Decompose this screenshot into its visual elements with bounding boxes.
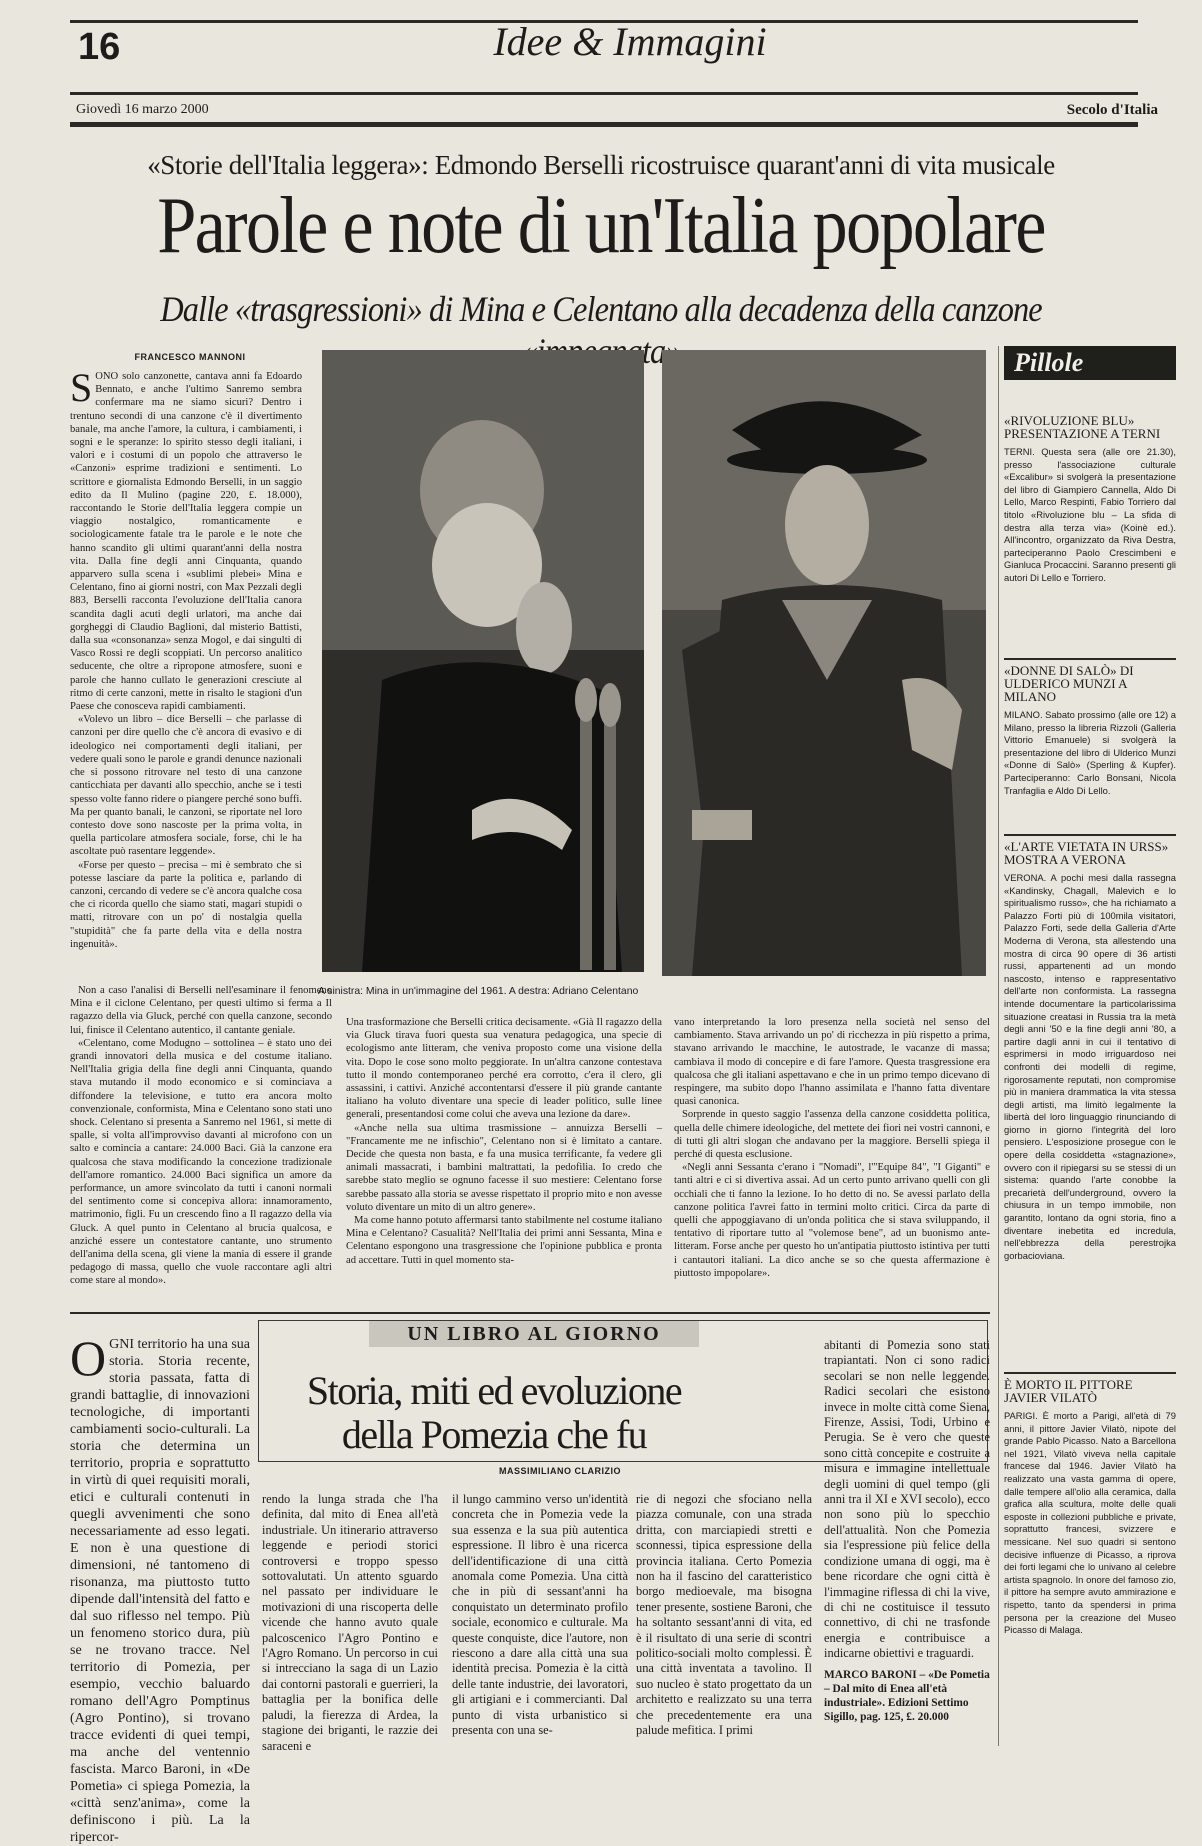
sidebar-item-body: TERNI. Questa sera (alle ore 21.30), presso l'associazione culturale «Excalibur» si svolgerà la presentazione del libro di Giampiero Cannella, Aldo Di Lello, Marco Respinti, Fabio Torriero dal titolo «Rivoluzione blu – La sfida di destra alla terza via» (Koinè ed.). All'incontro, organizzato da Riva Destra, parteciperanno Paolo Crescimbeni e Gianluca Procaccini. Saranno presenti gli autori Di Lello e Torriero. <box>1004 446 1176 583</box>
libro-paragraph: il lungo cammino verso un'identità concreta che in Pomezia vede la sua essenza e la sua più autentica espressione. Il libro è una ricerca dell'identificazione di una città anomala come Pomezia. Una città che in più di sessant'anni ha conquistato un determinato profilo sociale, economico e culturale. Ma queste conquiste, dice l'autore, non riescono a dare alla città una sua identità precisa. Pomezia è la città delle tante industrie, dei lavoratori, gli artigiani e i commercianti. Dal punto di vista urbanistico si presenta con una se- <box>452 1492 628 1738</box>
libro-column-4 <box>636 1492 812 1746</box>
sidebar-separator <box>1004 658 1176 660</box>
article-paragraph: ONO solo canzonette, cantava anni fa Edoardo Bennato, e anche l'ultimo Sanremo sembra confermare ma ne siamo sicuri? Dentro i trentuno secondi di una canzone c'è il divertimento banale, ma anche l'amore, la cultura, i cambiamenti, i sogni e le speranze: lo spirito stesso degli italiani, i valori e i costumi di un popolo che attraverso le «Canzoni» esprime tradizioni e sentimenti. Lo scrittore e giornalista Edmondo Berselli, in un saggio edito da Il Mulino (pagine 220, £. 18.000), raccontando le Storie dell'Italia leggera compie un viaggio nostalgico, romanticamente e sociologicamente fatale tra le parole e le note che hanno scandito gli ultimi quarant'anni della nostra vita. Dalla fine degli anni Cinquanta, quando apparvero sulla scena i «sublimi plebei» Mina e Celentano, fino ai giorni nostri, con Max Pezzali degli 883, Berselli racconta l'evoluzione dell'Italia canora scandita dagli acuti degli urlatori, ma anche dai gorgheggi di Claudio Baglioni, dal misterio Battisti, dalla sua «consonanza» senza Mogol, e dai singulti di Vasco Rossi re degli scoppiati. Un percorso analitico seducente, che oltre a ripropone atmosfere, suoni e parole che hanno cullato le generazioni cresciute al ritmo di certe canzoni, mette in risalto le stagioni d'un Paese che conosceva rapidi cambiamenti. <box>70 371 302 713</box>
libro-title-line2: della Pomezia che fu <box>341 1412 647 1457</box>
libro-column-1 <box>70 1330 250 1845</box>
libro-paragraph: GNI territorio ha una sua storia. Storia recente, storia passata, fatta di grandi battaglie, di innovazioni tecnologiche, di importanti cambiamenti socio-culturali. La storia che determina un territorio, propria e soprattutto in virtù di quei requisiti morali, etici e culturali contenuti in quegli avvenimenti che sono necessariamente ad esso legati. E non è una questione di dimensioni, né tantomeno di risonanza, ma piuttosto tutto dipende dall'intensità del fatto e dal suo riflesso nel tempo. Più un fenomeno storico dura, più se ne trovano tracce. Nel territorio di Pomezia, per esempio, vecchio baluardo romano dell'Agro Pomptinus (Agro Pontino), si trovano tracce evidenti di quei tempi, ma anche del ventennio fascista. Marco Baroni, in «De Pometia» ci spiega Pomezia, la «città senz'anima», come la definiscono i più. La la ripercor- <box>70 1337 250 1845</box>
article-paragraph: «Anche nella sua ultima trasmissione – annuizza Berselli – "Francamente me ne infischio", Celentano non si è limitato a cantare. Decide che questa non basta, e fa una musica terrificante, fa vedere gli animali massacrati, i bambini maltrattati, la pedofilia. Io credo che sarebbe stato meglio se ognuno facesse il suo mestiere: Celentano forse sarebbe passato alla storia se avesse rispettato il proprio mito e non avesse voluto diventare un mito di un altro genere». <box>346 1122 662 1213</box>
libro-byline: MASSIMILIANO CLARIZIO <box>499 1466 621 1476</box>
sidebar-item-title: «L'ARTE VIETATA IN URSS» MOSTRA A VERONA <box>1004 839 1169 867</box>
photo-celentano <box>662 350 986 976</box>
article-deck: Dalle «trasgressioni» di Mina e Celentano alla decadenza della canzone <box>160 289 1042 329</box>
sidebar-divider <box>998 346 999 1746</box>
libro-band: UN LIBRO AL GIORNO <box>369 1321 699 1347</box>
article-paragraph: Una trasformazione che Berselli critica decisamente. «Già Il ragazzo della via Gluck tirava fuori questa sua venatura pedagogica, una specie di ecologismo ante litteram, che veniva proposto come una visione della vita. Dopo le cose sono molto peggiorate. In un'altra canzone contestava tutto il mondo contemporaneo perché era corrotto, c'era il clero, gli assassini, i cattivi. Anziché accontentarsi d'essere il più grande cantante italiano ha voluto diventare una specie di leader politico, sulle linee generali, presentandosi come colui che aveva una lezione da dare». <box>346 1017 662 1121</box>
libro-column-3 <box>452 1492 628 1746</box>
sidebar-item <box>1004 1378 1176 1748</box>
article-column-1b <box>70 984 332 1287</box>
sidebar-item-body: VERONA. A pochi mesi dalla rassegna «Kandinsky, Chagall, Malevich e lo spiritualismo russo», che ha richiamato a Palazzo Forti più di 100mila visitatori, Palazzo Forti, sede della Galleria d'Arte Moderna di Verona, sta allestendo una mostra di circa 90 opere di 36 artisti russi, appartenenti ad un mondo nascosto, intenso e rappresentativo dell'arte non conformista. La rassegna intende documentare la particolarissima situazione creatasi in Russia tra la metà degli anni '50 e la fine degli anni '80, a partire dagli anni in cui il tentativo di esprimersi in modo irriguardoso nei confronti dei modelli di regime, rigorosamente reputati, non compromise più in maniera drammatica la vita stessa degli artisti, ma limitò legalmente la libertà del loro linguaggio rinunciando di giorno in giorno l'integrità del loro pensiero. L'esposizione prosegue con le opere della cosiddetta «stagnazione», ovvero con il ripiegarsi su se stessi di un sistema: quando l'arte conobbe la precarietà dell'underground, ovvero la chiusura in un tempo immobile, non garantito, lontano da ogni storia, fino a diventare inebetita ed incredula, nell'ebbrezza della perestrojka gorbacioviana. <box>1004 872 1176 1261</box>
libro-paragraph: rendo la lunga strada che l'ha definita, dal mito di Enea all'età industriale. Un itinerario attraverso leggende e periodi storici controversi e troppo spesso sottovalutati. Un attento sguardo nel passato per individuare le motivazioni di una riscoperta delle vicende che hanno avuto quale palcoscenico l'Agro Pontino e l'Agro Romano. Un percorso in cui si intrecciano la saga di un Lazio dai contorni pastorali e guerrieri, la battaglia per la bonifica delle paludi, la fierezza di Ardea, la stagione dei briganti, le razzie dei saraceni e <box>262 1492 438 1753</box>
sidebar-item <box>1004 664 1176 797</box>
libro-dropcap: O <box>70 1330 107 1386</box>
article-kicker: «Storie dell'Italia leggera»: Edmondo Berselli ricostruisce quarant'anni di vita musicale <box>147 150 1055 180</box>
sidebar-item <box>1004 840 1176 1360</box>
header-rule <box>70 92 1138 95</box>
page-number: 16 <box>78 26 121 68</box>
sidebar-item-body: PARIGI. È morto a Parigi, all'età di 79 anni, il pittore Javier Vilatò, nipote del grande Pablo Picasso. Nato a Barcellona nel 1921, Vilatò viveva nella capitale francese dal 1946. Javier Vilatò ha realizzato una vasta gamma di opere, dalle tempere all'olio alla ceramica, dalla grafica alla scultura, molte delle quali esposte in collezioni pubbliche e private, soprattutto francesi, svizzere e messicane. Nel suo quadri si sentono decisive influenze di Picasso, a riprova dei forti legami che lo univano al celebre artista spagnolo. In onore del famoso zio, il pittore ha sempre avuto ammirazione e rispetto, tanto da spendersi in prima persona per la creazione del Museo Picasso di Malaga. <box>1004 1410 1176 1636</box>
sidebar-item-title: «RIVOLUZIONE BLU» PRESENTAZIONE A TERNI <box>1004 413 1161 441</box>
article-paragraph: «Celentano, come Modugno – sottolinea – è stato uno dei grandi innovatori della musica e del costume italiano. Nell'Italia grigia della fine degli anni Cinquanta, quando stava mutando il modo economico e si cominciava a diffondere la televisione, e tutto era ancora molto convenzionale, conformista, Mina e Celentano sono stati uno shock. Celentano si presenta a Sanremo nel 1961, si mette di spalle, si volta all'improvviso davanti al microfono con un salto e comincia a cantare: 24.000 Baci. Già la canzone era qualcosa che stava modificando la concezione tradizionale dell'amore romantico. 24.000 Baci significa un amore da performance, un amore svincolato da tutti i canoni normali del sentimento come si concepiva allora: innamoramento, matrimonio, figli. Fu un crescendo fino a Il ragazzo della via Gluck. A quel punto in Celentano al brucia qualcosa, e anziché essere un contestatore cantante, uno strumento dell'anima della scena, gli viene la mania di essere il grande pedagogo di massa, quello che vuole raccontare agli altri come stare al mondo». <box>70 1037 332 1287</box>
sidebar-title: Pillole <box>1004 346 1176 380</box>
sidebar-separator <box>1004 834 1176 836</box>
article-paragraph: Ma come hanno potuto affermarsi tanto stabilmente nel costume italiano Mina e Celentano? Casualità? Nell'Italia dei primi anni Sessanta, Mina e Celentano espongono una trasgressione che l'opinione pubblica e pronta ad accettare. Tutti in quel momento sta- <box>346 1215 662 1266</box>
article-paragraph: «Negli anni Sessanta c'erano i "Nomadi", l'"Equipe 84", "I Giganti" e tanti altri e ci si divertiva assai. Ad un certo punto arrivano quelli con gli occhiali che ti fanno la lezione. Io ho detto di no. Se avessi parlato della canzone politica l'avrei fatto in termini molto critici. Circa da parte di quelli che appoggiavano di un'onda politica che si stava sviluppando, il tentativo di riportare tutto al "volemose bene", ad un buonismo ante-litteram. Forse anche per questo ho un'antipatia piuttosto istintiva per tutti i cantautori italiani. La dico anche se so che questa affermazione è piuttosto impopolare». <box>674 1162 990 1279</box>
photo-celentano-image <box>662 350 986 976</box>
sidebar-item-title: È MORTO IL PITTORE JAVIER VILATÒ <box>1004 1377 1133 1405</box>
libro-column-2 <box>262 1492 438 1753</box>
article-column-3 <box>674 1016 990 1302</box>
photo-mina-image <box>322 350 644 972</box>
article-headline: Parole e note di un'Italia popolare <box>157 182 1045 270</box>
header-bottom-rule <box>70 122 1138 127</box>
article-paragraph: «Forse per questo – precisa – mi è sembrato che si potesse lasciare da parte la politica e, parlando di canzoni, cercando di vedere se c'è ancora qualche cosa che ci ricorda quello che siamo stati, magari stupidi o matti, ritrovare con un po' di nostalgia quella "stupidità" che fa parte della vita e della nostra ingenuità». <box>70 859 302 950</box>
section-title: Idee & Immagini <box>493 19 767 64</box>
article-column-2 <box>346 1016 662 1302</box>
sidebar-item <box>1004 414 1176 585</box>
section-rule <box>70 1312 990 1314</box>
article-paragraph: Non a caso l'analisi di Berselli nell'esaminare il fenomeno Mina e il ciclone Celentano, per questi ultimo si ferma a Il ragazzo della via Gluck, perché con quella canzone, secondo lui, finisce il Celentano autentico, il cantante geniale. <box>70 985 332 1036</box>
article-paragraph: Sorprende in questo saggio l'assenza della canzone cosiddetta politica, quella delle chimere ideologiche, del mettete dei fiori nei vostri cannoni, e di tutti gli altri slogan che andavano per la maggiore. Berselli spiega il perché di questa esclusione. <box>674 1109 990 1161</box>
article-dropcap: S <box>70 365 93 410</box>
sidebar-item-title: «DONNE DI SALÒ» DI ULDERICO MUNZI A MILANO <box>1004 663 1134 704</box>
photo-caption: A sinistra: Mina in un'immagine del 1961. A destra: Adriano Celentano <box>318 986 639 997</box>
libro-paragraph: rie di negozi che sfociano nella piazza comunale, con una strada dritta, con marciapiedi stretti e sconnessi, tipica espressione della provincia italiana. Certo Pomezia non ha il fascino del caratteristico borgo medioevale, ma bisogna tener presente, sostiene Baroni, che ha soltanto sessant'anni di vita, ed è il risultato di una serie di scontri politico-sociali molto complessi. È una città inventata a tavolino. Il suo nucleo è stato progettato da un architetto e realizzato su una terra che precedentemente era una palude mefitica. I primi <box>636 1492 812 1738</box>
libro-column-5 <box>824 1338 990 1661</box>
sidebar-separator <box>1004 1372 1176 1374</box>
libro-title-line1: Storia, miti ed evoluzione <box>306 1368 682 1413</box>
article-column-1 <box>70 365 302 982</box>
photo-mina <box>322 350 644 972</box>
dateline: Giovedì 16 marzo 2000 <box>76 102 209 117</box>
libro-book-reference: MARCO BARONI – «De Pometia – Dal mito di Enea all'età industriale». Edizioni Settimo Sigillo, pag. 125, £. 20.000 <box>824 1669 990 1723</box>
article-byline: FRANCESCO MANNONI <box>134 352 246 362</box>
article-paragraph: «Volevo un libro – dice Berselli – che parlasse di canzoni per dire quello che c'è ancora di evasivo e di ideologico nei comportamenti degli italiani, per vedere quali sono le parole e grandi denunce nazionali che si possono ritrovare nel testo di una canzone canticchiata per davanti allo specchio, anche se i testi spesso volte fanno ridere o piangere perché sono buffi. Ma per quanto banali, le canzoni, se riportate nel loro contesto dove sono nascoste per la prima volta, in quella particolare atmosfera sociale, forse, chi le ha ascoltate può rasentare leggende». <box>70 714 302 858</box>
article-paragraph: vano interpretando la loro presenza nella società nel senso del cambiamento. Stava arrivando un po' di ricchezza in più rispetto a prima, stavano arrivando le macchine, le autostrade, le vacanze di massa; cambiava il modo di concepire e di fare l'amore. Questa trasgressione era qualcosa che gli italiani aspettavano e che in un primo tempo dicevano di respingere, ma subito dopo l'hanno assimilata e l'hanno fatta diventare quasi canonica. <box>674 1017 990 1108</box>
libro-paragraph: abitanti di Pomezia sono stati trapiantati. Non ci sono radici secolari se non nelle leggende. Radici secolari che esistono invece in molte città come Siena, Firenze, Assisi, Todi, Urbino e Perugia. Se è vero che queste sono città concepite e costruite a misura e immagine intellettuale degli uomini di quel tempo (gli anni tra il XI e XVI secolo), ecco non sono più lo specchio dell'attualità. Non che Pomezia sia l'espressione più felice della condizione umana di oggi, ma è bene ricordare che ogni città è l'immagine riflessa di chi la vive, di chi ne costituisce il tessuto connettivo, di chi ne trasfonde energia e contribuisce a indicarne obiettivi e traguardi. <box>824 1338 990 1661</box>
newspaper-name: Secolo d'Italia <box>1066 102 1158 118</box>
sidebar-pillole <box>1004 346 1176 380</box>
sidebar-item-body: MILANO. Sabato prossimo (alle ore 12) a Milano, presso la libreria Rizzoli (Galleria Vittorio Emanuele) si svolgerà la presentazione del libro di Ulderico Munzi «Donne di Salò» (Sperling & Kupfer). Parteciperanno: Carlo Bonsani, Nicola Tranfaglia e Aldo Di Lello. <box>1004 709 1176 796</box>
